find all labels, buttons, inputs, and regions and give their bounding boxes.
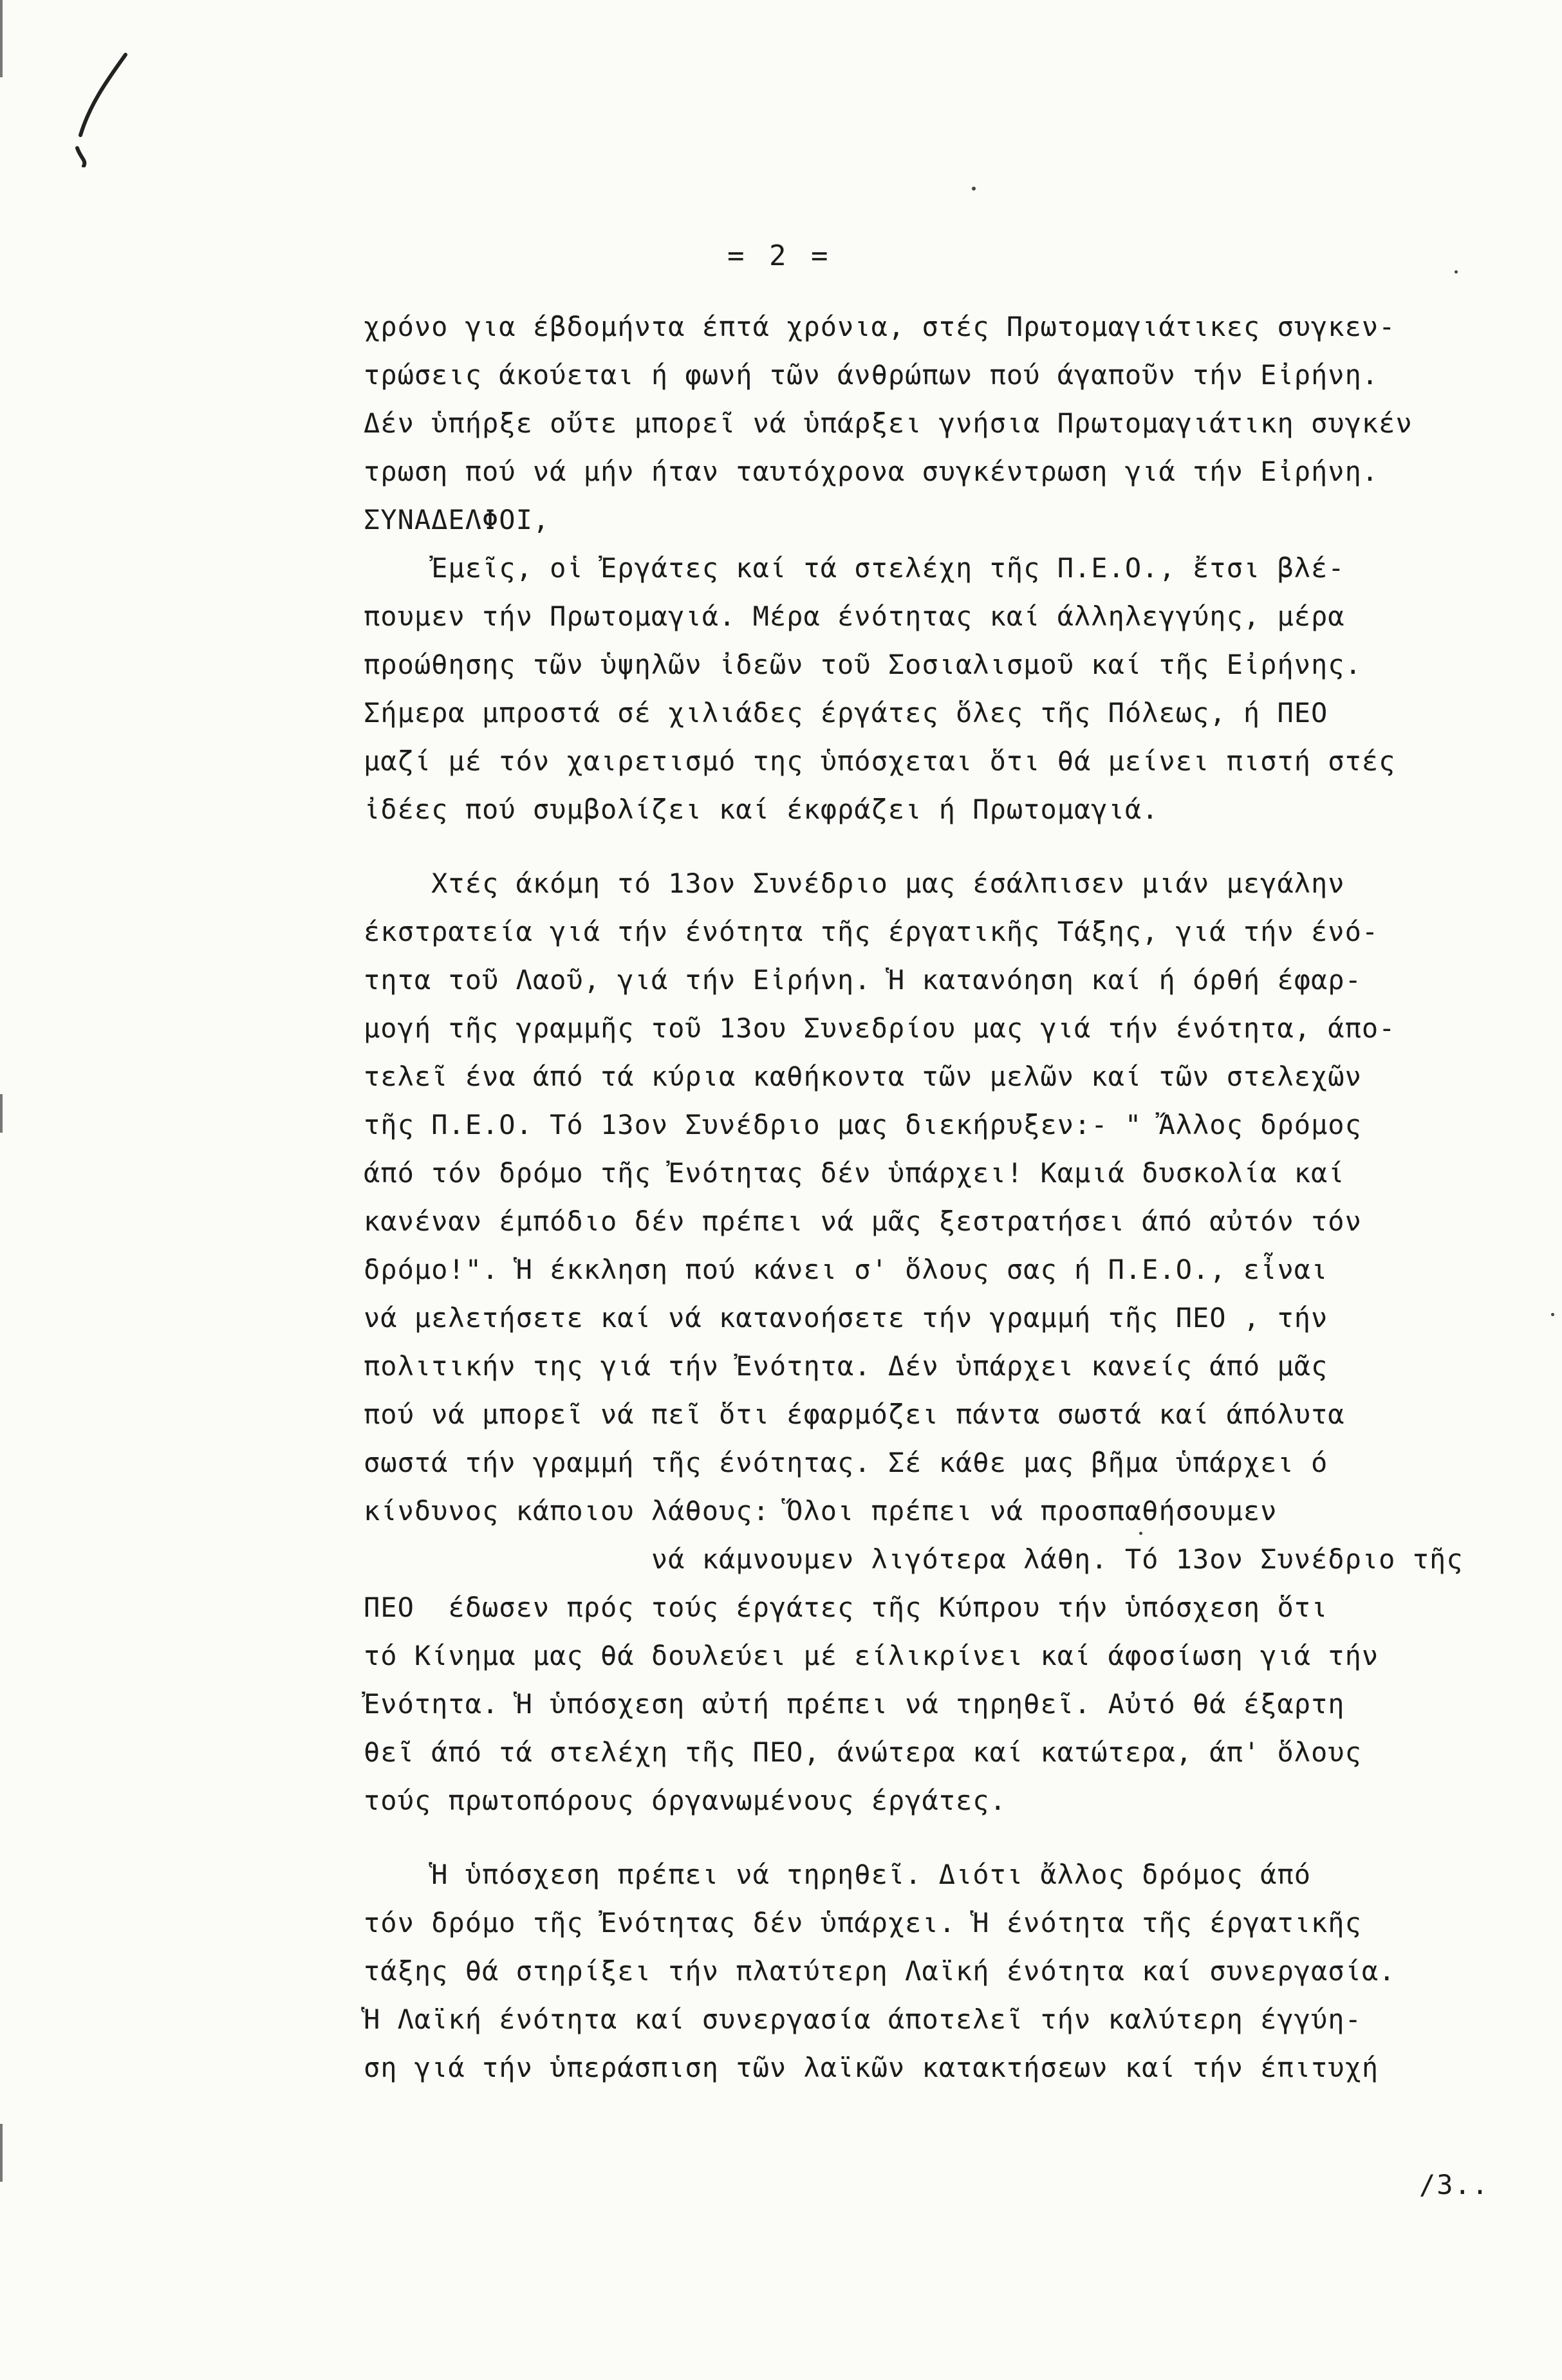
text-line: τρώσεις άκούεται ή φωνή τῶν άνθρώπων πού άγαποῦν τήν Εἰρήνη.	[364, 359, 1379, 391]
text-line: κανέναν έμπόδιο δέν πρέπει νά μᾶς ξεστρατήσει άπό αὐτόν τόν	[364, 1205, 1362, 1237]
text-line: ση γιά τήν ὑπεράσπιση τῶν λαϊκῶν κατακτήσεων καί τήν έπιτυχή	[364, 2052, 1379, 2083]
text-line: τρωση πού νά μήν ήταν ταυτόχρονα συγκέντρωση γιά τήν Εἰρήνη.	[364, 456, 1379, 487]
text-line: νά κάμνουμεν λιγότερα λάθη. Τό 13ον Συνέδριο τῆς	[364, 1543, 1464, 1575]
text-line: Ἐμεῖς, οἱ Ἐργάτες καί τά στελέχη τῆς Π.Ε.Ο., ἔτσι βλέ-	[364, 552, 1345, 584]
text-line: τελεῖ ένα άπό τά κύρια καθήκοντα τῶν μελῶν καί τῶν στελεχῶν	[364, 1061, 1362, 1092]
text-line: νά μελετήσετε καί νά κατανοήσετε τήν γραμμή τῆς ΠΕΟ , τήν	[364, 1302, 1328, 1334]
text-line: σωστά τήν γραμμή τῆς ένότητας. Σέ κάθε μας βῆμα ὑπάρχει ό	[364, 1447, 1328, 1478]
paragraph-gap	[364, 833, 1561, 859]
text-line: Ἐνότητα. Ἡ ὑπόσχεση αὐτή πρέπει νά τηρηθεῖ. Αὐτό θά έξαρτη	[364, 1688, 1345, 1720]
text-line: Χτές άκόμη τό 13ον Συνέδριο μας έσάλπισεν μιάν μεγάλην	[364, 868, 1345, 899]
pen-mark-icon	[64, 51, 148, 167]
text-line: θεῖ άπό τά στελέχη τῆς ΠΕΟ, άνώτερα καί κατώτερα, άπ' ὅλους	[364, 1736, 1362, 1768]
scan-edge-mark	[0, 0, 3, 77]
text-line: τῆς Π.Ε.Ο. Τό 13ον Συνέδριο μας διεκήρυξεν:- " Ἄλλος δρόμος	[364, 1109, 1362, 1140]
text-line: τούς πρωτοπόρους όργανωμένους έργάτες.	[364, 1785, 1007, 1816]
text-line: χρόνο για έβδομήντα έπτά χρόνια, στές Πρωτομαγιάτικες συγκεν-	[364, 311, 1396, 342]
paragraph-gap	[364, 1825, 1561, 1850]
text-line: τόν δρόμο τῆς Ἐνότητας δέν ὑπάρχει. Ἡ ένότητα τῆς έργατικῆς	[364, 1907, 1362, 1938]
text-line: πουμεν τήν Πρωτομαγιά. Μέρα ένότητας καί άλληλεγγύης, μέρα	[364, 600, 1345, 632]
scan-edge-mark	[0, 2124, 3, 2182]
text-line: μαζί μέ τόν χαιρετισμό της ὑπόσχεται ὅτι θά μείνει πιστή στές	[364, 745, 1396, 777]
text-line: τό Κίνημα μας θά δουλεύει μέ είλικρίνει καί άφοσίωση γιά τήν	[364, 1640, 1379, 1671]
scan-speck	[972, 187, 976, 191]
continuation-marker: /3..	[1419, 2169, 1490, 2200]
text-line: άπό τόν δρόμο τῆς Ἐνότητας δέν ὑπάρχει! Καμιά δυσκολία καί	[364, 1157, 1345, 1189]
body-text	[364, 302, 1561, 2092]
text-line: μογή τῆς γραμμῆς τοῦ 13ου Συνεδρίου μας γιά τήν ένότητα, άπο-	[364, 1012, 1396, 1044]
text-line: πού νά μπορεῖ νά πεῖ ὅτι έφαρμόζει πάντα σωστά καί άπόλυτα	[364, 1399, 1345, 1430]
text-line: Ἡ Λαϊκή ένότητα καί συνεργασία άποτελεῖ τήν καλύτερη έγγύη-	[364, 2003, 1362, 2035]
text-line: Σήμερα μπροστά σέ χιλιάδες έργάτες ὅλες τῆς Πόλεως, ή ΠΕΟ	[364, 697, 1328, 729]
text-line: Δέν ὑπήρξε οὔτε μπορεῖ νά ὑπάρξει γνήσια Πρωτομαγιάτικη συγκέν	[364, 407, 1413, 439]
scan-speck	[1455, 270, 1458, 274]
text-line: τητα τοῦ Λαοῦ, γιά τήν Εἰρήνη. Ἡ κατανόηση καί ή όρθή έφαρ-	[364, 964, 1362, 996]
scan-edge-mark	[0, 1094, 3, 1133]
text-line: έκστρατεία γιά τήν ένότητα τῆς έργατικῆς Τάξης, γιά τήν ένό-	[364, 916, 1379, 947]
text-line: κίνδυνος κάποιου λάθους: Ὅλοι πρέπει νά προσπαθήσουμεν	[364, 1495, 1278, 1527]
text-line: δρόμο!". Ἡ έκκληση πού κάνει σ' ὅλους σας ή Π.Ε.Ο., εἶναι	[364, 1254, 1328, 1285]
text-line: προώθησης τῶν ὑψηλῶν ἰδεῶν τοῦ Σοσιαλισμοῦ καί τῆς Εἰρήνης.	[364, 649, 1362, 680]
text-line: ἰδέες πού συμβολίζει καί έκφράζει ή Πρωτομαγιά.	[364, 794, 1159, 825]
section-heading: ΣΥΝΑΔΕΛΦΟΙ,	[364, 504, 550, 535]
text-line: Ἡ ὑπόσχεση πρέπει νά τηρηθεῖ. Διότι ἄλλος δρόμος άπό	[364, 1859, 1312, 1890]
text-line: τάξης θά στηρίξει τήν πλατύτερη Λαϊκή ένότητα καί συνεργασία.	[364, 1955, 1396, 1987]
page-number: = 2 =	[727, 239, 832, 272]
text-line: ΠΕΟ έδωσεν πρός τούς έργάτες τῆς Κύπρου τήν ὑπόσχεση ὅτι	[364, 1592, 1328, 1623]
text-line: πολιτικήν της γιά τήν Ἐνότητα. Δέν ὑπάρχει κανείς άπό μᾶς	[364, 1350, 1328, 1382]
